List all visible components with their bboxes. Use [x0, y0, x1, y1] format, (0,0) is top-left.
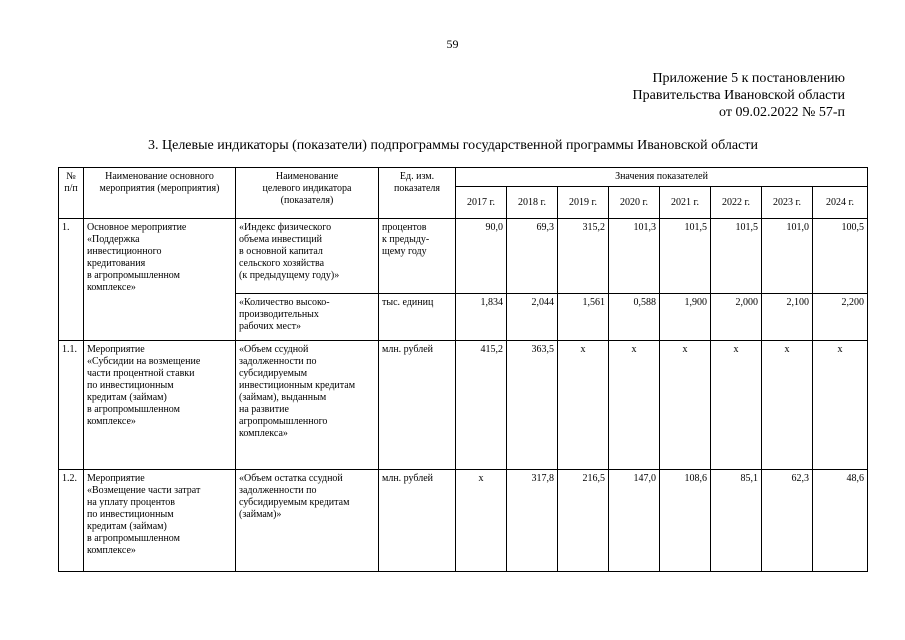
event-name-line: «Поддержка: [87, 234, 140, 245]
appendix-line-2: Правительства Ивановской области: [632, 88, 845, 103]
indicator-name-line: комплекса»: [239, 428, 288, 439]
event-name-line: «Субсидии на возмещение: [87, 356, 201, 367]
header-event-line: мероприятия (мероприятия): [99, 183, 220, 194]
indicator-name-line: на развитие: [239, 404, 289, 415]
event-name: [84, 470, 236, 572]
event-name-line: в агропромышленном: [87, 404, 180, 415]
value-cell: x: [711, 341, 762, 470]
table-row: [59, 219, 868, 294]
indicators-table: [58, 167, 868, 572]
indicator-name-line: (к предыдущему году)»: [239, 270, 340, 281]
value-cell: x: [609, 341, 660, 470]
event-name-line: по инвестиционным: [87, 380, 174, 391]
event-name-line: кредитам (займам): [87, 392, 167, 403]
unit-cell-line: процентов: [382, 222, 427, 233]
event-name-line: по инвестиционным: [87, 509, 174, 520]
table-row: [59, 470, 868, 572]
header-event: [84, 168, 236, 219]
indicator-name-line: производительных: [239, 309, 319, 320]
indicator-name-line: инвестиционным кредитам: [239, 380, 356, 391]
indicator-name: [236, 219, 379, 294]
value-cell: 0,588: [609, 294, 660, 341]
unit-cell-line: к предыду-: [382, 234, 430, 245]
value-cell: 69,3: [507, 219, 558, 294]
value-cell: x: [456, 470, 507, 572]
appendix-line-1: Приложение 5 к постановлению: [652, 71, 845, 86]
value-cell: x: [558, 341, 609, 470]
year-header: 2019 г.: [558, 187, 609, 219]
event-name-line: кредитования: [87, 258, 146, 269]
row-number: 1.1.: [59, 341, 84, 470]
event-name-line: Основное мероприятие: [87, 222, 187, 233]
value-cell: 216,5: [558, 470, 609, 572]
indicator-name-line: рабочих мест»: [239, 321, 301, 332]
year-header: 2022 г.: [711, 187, 762, 219]
indicator-name-line: задолженности по: [239, 485, 317, 496]
event-name-line: кредитам (займам): [87, 521, 167, 532]
event-name-line: комплексе»: [87, 416, 136, 427]
year-header: 2023 г.: [762, 187, 813, 219]
value-cell: x: [813, 341, 868, 470]
page-number: 59: [446, 37, 459, 51]
appendix-line-3: от 09.02.2022 № 57-п: [719, 105, 845, 120]
event-name-line: части процентной ставки: [87, 368, 195, 379]
header-unit-line: Ед. изм.: [399, 171, 435, 182]
value-cell: 101,0: [762, 219, 813, 294]
event-name: [84, 219, 236, 341]
year-header: 2024 г.: [813, 187, 868, 219]
value-cell: 2,100: [762, 294, 813, 341]
value-cell: 85,1: [711, 470, 762, 572]
indicator-name-line: субсидируемым кредитам: [239, 497, 350, 508]
value-cell: 147,0: [609, 470, 660, 572]
indicator-name-line: «Индекс физического: [239, 222, 332, 233]
indicator-name-line: «Количество высоко-: [239, 297, 330, 308]
year-header: 2018 г.: [507, 187, 558, 219]
header-indicator-line: Наименование: [275, 171, 339, 182]
event-name: [84, 341, 236, 470]
indicator-name-line: «Объем ссудной: [239, 344, 309, 355]
unit-cell-line: млн. рублей: [382, 473, 434, 484]
value-cell: 415,2: [456, 341, 507, 470]
value-cell: 108,6: [660, 470, 711, 572]
indicator-name-line: «Объем остатка ссудной: [239, 473, 343, 484]
value-cell: 1,834: [456, 294, 507, 341]
value-cell: 317,8: [507, 470, 558, 572]
event-name-line: в агропромышленном: [87, 533, 180, 544]
header-values-group: Значения показателей: [456, 168, 868, 187]
indicator-name-line: сельского хозяйства: [239, 258, 325, 269]
value-cell: 1,561: [558, 294, 609, 341]
header-unit-line: показателя: [393, 183, 441, 194]
value-cell: 101,5: [660, 219, 711, 294]
indicator-name-line: в основной капитал: [239, 246, 323, 257]
event-name-line: инвестиционного: [87, 246, 162, 257]
value-cell: 100,5: [813, 219, 868, 294]
value-cell: 2,044: [507, 294, 558, 341]
header-num-line: п/п: [64, 183, 78, 194]
indicator-name-line: агропромышленного: [239, 416, 328, 427]
header-indicator-line: целевого индикатора: [262, 183, 352, 194]
value-cell: 2,000: [711, 294, 762, 341]
header-num: [59, 168, 84, 219]
value-cell: 62,3: [762, 470, 813, 572]
unit-cell-line: тыс. единиц: [382, 297, 434, 308]
year-header: 2020 г.: [609, 187, 660, 219]
event-name-line: Мероприятие: [87, 344, 145, 355]
unit-cell: [379, 341, 456, 470]
event-name-line: в агропромышленном: [87, 270, 180, 281]
section-title: 3. Целевые индикаторы (показатели) подпрограммы государственной программы Ивановской области: [148, 138, 758, 153]
unit-cell: [379, 294, 456, 341]
indicator-name: [236, 341, 379, 470]
value-cell: 48,6: [813, 470, 868, 572]
row-number: 1.: [59, 219, 84, 341]
indicator-name-line: субсидируемым: [239, 368, 308, 379]
unit-cell: [379, 470, 456, 572]
indicator-name-line: (займам), выданным: [239, 392, 327, 403]
indicator-name-line: задолженности по: [239, 356, 317, 367]
value-cell: 101,5: [711, 219, 762, 294]
indicator-name-line: объема инвестиций: [239, 234, 322, 245]
unit-cell-line: млн. рублей: [382, 344, 434, 355]
unit-cell: [379, 219, 456, 294]
value-cell: 315,2: [558, 219, 609, 294]
value-cell: 2,200: [813, 294, 868, 341]
header-unit: [379, 168, 456, 219]
value-cell: 101,3: [609, 219, 660, 294]
header-indicator-line: (показателя): [280, 195, 334, 206]
event-name-line: комплексе»: [87, 545, 136, 556]
indicator-name-line: (займам)»: [239, 509, 282, 520]
year-header: 2021 г.: [660, 187, 711, 219]
indicator-name: [236, 294, 379, 341]
header-num-line: №: [66, 171, 76, 182]
table-row: [59, 341, 868, 470]
unit-cell-line: щему году: [382, 246, 427, 257]
value-cell: 1,900: [660, 294, 711, 341]
event-name-line: комплексе»: [87, 282, 136, 293]
value-cell: x: [762, 341, 813, 470]
value-cell: x: [660, 341, 711, 470]
row-number: 1.2.: [59, 470, 84, 572]
event-name-line: Мероприятие: [87, 473, 145, 484]
header-event-line: Наименование основного: [105, 171, 214, 182]
value-cell: 90,0: [456, 219, 507, 294]
event-name-line: на уплату процентов: [87, 497, 176, 508]
value-cell: 363,5: [507, 341, 558, 470]
event-name-line: «Возмещение части затрат: [87, 485, 201, 496]
header-indicator: [236, 168, 379, 219]
appendix-reference: [633, 70, 845, 121]
year-header: 2017 г.: [456, 187, 507, 219]
indicator-name: [236, 470, 379, 572]
